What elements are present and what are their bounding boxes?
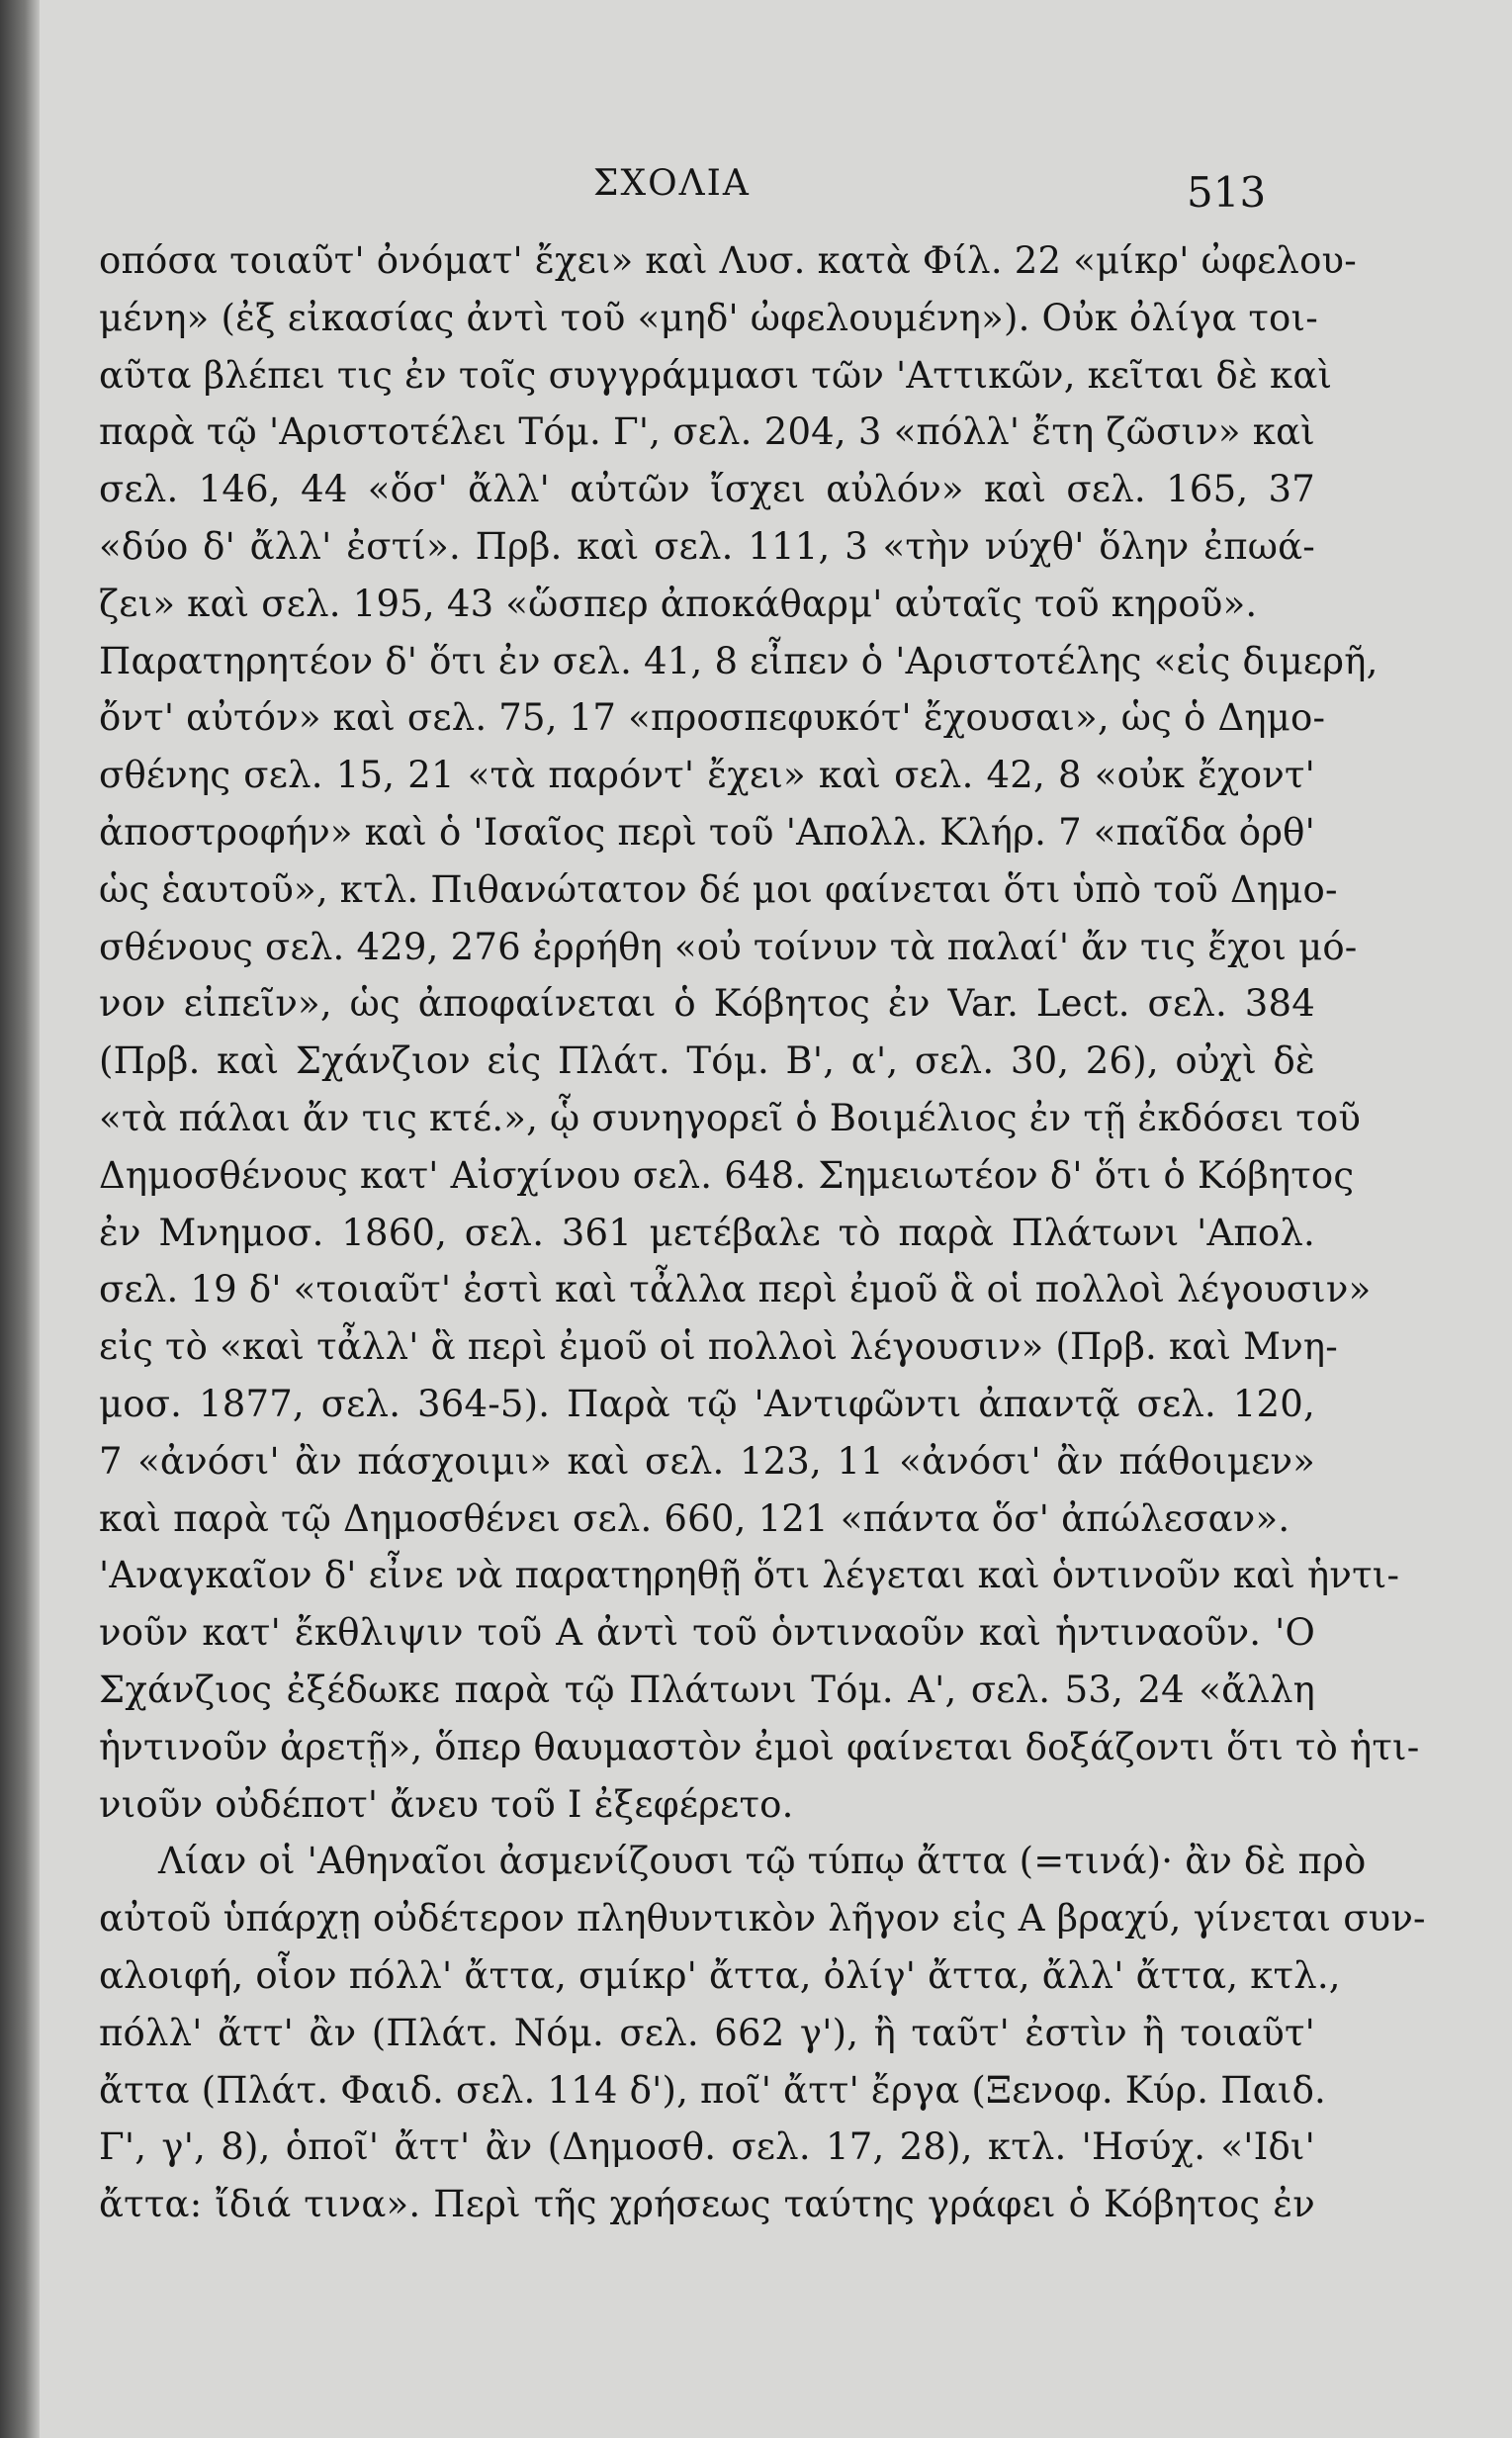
text-line: ἄττα (Πλάτ. Φαιδ. σελ. 114 δ'), ποῖ' ἄττ' ἔργα (Ξενοφ. Κύρ. Παιδ. bbox=[99, 2068, 1327, 2112]
text-line: αλοιφή, οἷον πόλλ' ἄττα, σμίκρ' ἄττα, ὀλίγ' ἄττα, ἄλλ' ἄττα, κτλ., bbox=[99, 1953, 1341, 1997]
text-line: εἰς τὸ «καὶ τἆλλ' ἃ περὶ ἐμοῦ οἱ πολλοὶ λέγουσιν» (Πρβ. καὶ Μνη- bbox=[99, 1325, 1338, 1369]
text-line: ἐν Μνημοσ. 1860, σελ. 361 μετέβαλε τὸ παρὰ Πλάτωνι 'Απολ. bbox=[99, 1211, 1315, 1254]
text-line: νιοῦν οὐδέποτ' ἄνευ τοῦ Ι ἐξεφέρετο. bbox=[99, 1782, 794, 1826]
text-line: μένη» (ἐξ εἰκασίας ἀντὶ τοῦ «μηδ' ὠφελουμένη»). Οὐκ ὀλίγα τοι- bbox=[99, 296, 1318, 339]
text-line: ἄττα: ἴδιά τινα». Περὶ τῆς χρήσεως ταύτης γράφει ὁ Κόβητος ἐν bbox=[99, 2183, 1315, 2226]
text-line: καὶ παρὰ τῷ Δημοσθένει σελ. 660, 121 «πάντα ὅσ' ἀπώλεσαν». bbox=[99, 1496, 1290, 1540]
text-line: σελ. 19 δ' «τοιαῦτ' ἐστὶ καὶ τἆλλα περὶ ἐμοῦ ἃ οἱ πολλοὶ λέγουσιν» bbox=[99, 1268, 1372, 1311]
text-line: 7 «ἀνόσι' ἂν πάσχοιμι» καὶ σελ. 123, 11 «ἀνόσι' ἂν πάθοιμεν» bbox=[99, 1439, 1315, 1483]
text-line: ζει» καὶ σελ. 195, 43 «ὥσπερ ἀποκάθαρμ' αὐταῖς τοῦ κηροῦ». bbox=[99, 582, 1258, 625]
body-text bbox=[99, 232, 1426, 2233]
text-line: πόλλ' ἄττ' ἂν (Πλάτ. Νόμ. σελ. 662 γ'), ἢ ταῦτ' ἐστὶν ἢ τοιαῦτ' bbox=[99, 2011, 1315, 2054]
book-page bbox=[40, 0, 1512, 2438]
text-line: Παρατηρητέον δ' ὅτι ἐν σελ. 41, 8 εἶπεν ὁ 'Αριστοτέλης «εἰς διμερῆ, bbox=[99, 639, 1379, 682]
text-line: «δύο δ' ἄλλ' ἐστί». Πρβ. καὶ σελ. 111, 3 «τὴν νύχθ' ὅλην ἐπωά- bbox=[99, 524, 1315, 568]
text-line: αῦτα βλέπει τις ἐν τοῖς συγγράμμασι τῶν 'Αττικῶν, κεῖται δὲ καὶ bbox=[99, 353, 1333, 397]
text-line: αὐτοῦ ὑπάρχῃ οὐδέτερον πληθυντικὸν λῆγον εἰς Α βραχύ, γίνεται συν- bbox=[99, 1897, 1426, 1941]
page-number: 513 bbox=[1187, 168, 1267, 217]
text-line: (Πρβ. καὶ Σχάνζιον εἰς Πλάτ. Τόμ. Β', α', σελ. 30, 26), οὐχὶ δὲ bbox=[99, 1039, 1315, 1083]
text-line: Δημοσθένους κατ' Αἰσχίνου σελ. 648. Σημειωτέον δ' ὅτι ὁ Κόβητος bbox=[99, 1153, 1355, 1197]
text-line: παρὰ τῷ 'Αριστοτέλει Τόμ. Γ', σελ. 204, 3 «πόλλ' ἔτη ζῶσιν» καὶ bbox=[99, 410, 1315, 454]
text-line: οπόσα τοιαῦτ' ὀνόματ' ἔχει» καὶ Λυσ. κατὰ Φίλ. 22 «μίκρ' ὠφελου- bbox=[99, 239, 1357, 282]
text-line: σθένους σελ. 429, 276 ἐρρήθη «οὐ τοίνυν τὰ παλαί' ἄν τις ἔχοι μό- bbox=[99, 925, 1358, 968]
text-line: ἡντινοῦν ἀρετῇ», ὅπερ θαυμαστὸν ἐμοὶ φαίνεται δοξάζοντι ὅτι τὸ ἡτι- bbox=[99, 1725, 1420, 1768]
text-line: Λίαν οἱ 'Αθηναῖοι ἀσμενίζουσι τῷ τύπῳ ἄττα (=τινά)· ἂν δὲ πρὸ bbox=[158, 1840, 1367, 1883]
text-line: νον εἰπεῖν», ὡς ἀποφαίνεται ὁ Κόβητος ἐν Var. Lect. σελ. 384 bbox=[99, 982, 1315, 1026]
text-line: σελ. 146, 44 «ὅσ' ἄλλ' αὐτῶν ἴσχει αὐλόν» καὶ σελ. 165, 37 bbox=[99, 468, 1315, 511]
text-line: σθένης σελ. 15, 21 «τὰ παρόντ' ἔχει» καὶ σελ. 42, 8 «οὐκ ἔχοντ' bbox=[99, 754, 1315, 797]
text-line: Σχάνζιος ἐξέδωκε παρὰ τῷ Πλάτωνι Τόμ. Α', σελ. 53, 24 «ἄλλη bbox=[99, 1668, 1315, 1711]
text-line: «τὰ πάλαι ἄν τις κτέ.», ᾧ συνηγορεῖ ὁ Βοιμέλιος ἐν τῇ ἐκδόσει τοῦ bbox=[99, 1096, 1362, 1139]
running-head bbox=[40, 163, 1512, 223]
text-line: νοῦν κατ' ἔκθλιψιν τοῦ Α ἀντὶ τοῦ ὁντιναοῦν καὶ ἡντιναοῦν. 'Ο bbox=[99, 1611, 1315, 1655]
text-line: Γ', γ', 8), ὁποῖ' ἄττ' ἂν (Δημοσθ. σελ. 17, 28), κτλ. 'Ησύχ. «'Ιδι' bbox=[99, 2125, 1315, 2169]
text-line: 'Αναγκαῖον δ' εἶνε νὰ παρατηρηθῇ ὅτι λέγεται καὶ ὁντινοῦν καὶ ἡντι- bbox=[99, 1554, 1400, 1597]
scan-shadow-edge bbox=[0, 0, 42, 2438]
running-title: ΣΧΟΛΙΑ bbox=[593, 163, 751, 204]
text-line: ὡς ἑαυτοῦ», κτλ. Πιθανώτατον δέ μοι φαίνεται ὅτι ὑπὸ τοῦ Δημο- bbox=[99, 867, 1338, 911]
text-line: ὄντ' αὐτόν» καὶ σελ. 75, 17 «προσπεφυκότ' ἔχουσαι», ὡς ὁ Δημο- bbox=[99, 696, 1326, 740]
text-line: ἀποστροφήν» καὶ ὁ 'Ισαῖος περὶ τοῦ 'Απολλ. Κλήρ. 7 «παῖδα ὀρθ' bbox=[99, 810, 1315, 854]
text-line: μοσ. 1877, σελ. 364-5). Παρὰ τῷ 'Αντιφῶντι ἀπαντᾷ σελ. 120, bbox=[99, 1382, 1315, 1425]
